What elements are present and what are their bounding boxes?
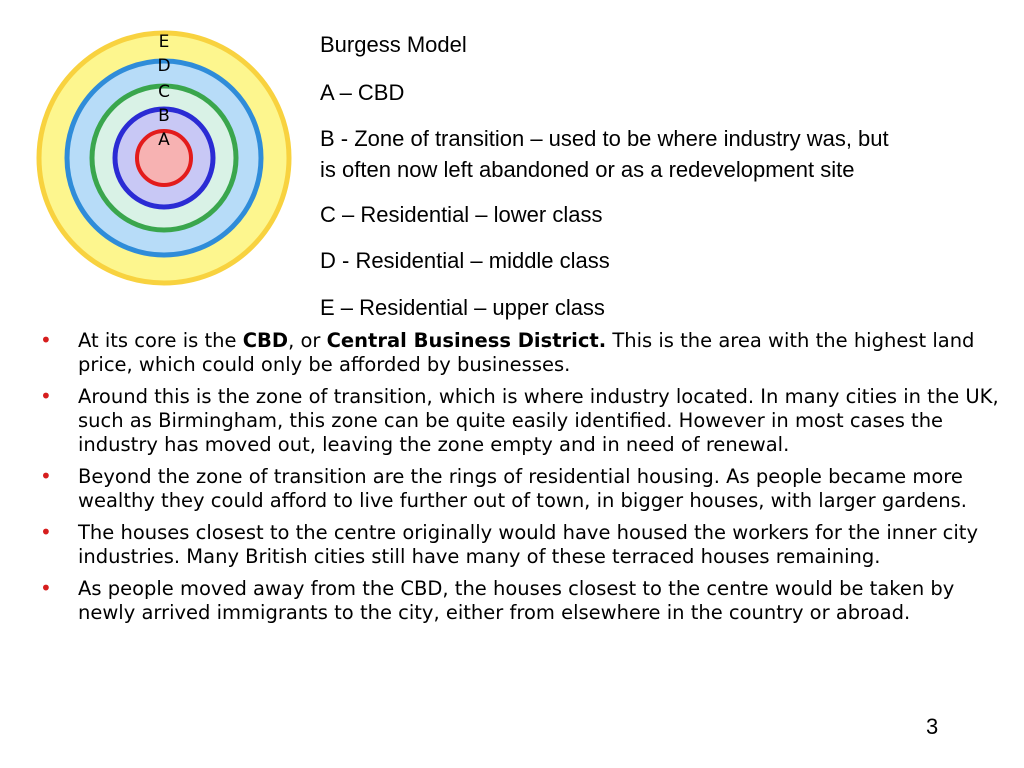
bullet-text: Beyond the zone of transition are the rings of residential housing. As people became more wealthy they could afford to live further out of town, in bigger houses, with larger gardens. <box>78 465 967 512</box>
bullet-marker: • <box>40 464 52 488</box>
bullet-list <box>40 329 1000 633</box>
legend-d: D - Residential – middle class <box>320 248 610 273</box>
legend-c: C – Residential – lower class <box>320 202 603 227</box>
zone-b-label: B <box>158 106 170 126</box>
legend-b-line2: is often now left abandoned or as a redevelopment site <box>320 157 855 182</box>
bullet-marker: • <box>40 384 52 408</box>
bullet-item <box>40 465 1000 513</box>
bullet-text: At its core is the CBD, or Central Business District. This is the area with the highest land price, which could only be afforded by businesses. <box>78 329 975 376</box>
zone-a-label: A <box>158 130 170 150</box>
page-number: 3 <box>926 714 939 739</box>
bullet-text: As people moved away from the CBD, the houses closest to the centre would be taken by newly arrived immigrants to the city, either from elsewhere in the country or abroad. <box>78 577 955 624</box>
cbd-full-term: Central Business District. <box>326 329 607 352</box>
bullet-item <box>40 577 1000 625</box>
bullet-marker: • <box>40 328 52 352</box>
bullet-marker: • <box>40 520 52 544</box>
bullet-item <box>40 385 1000 457</box>
legend-title: Burgess Model <box>320 32 467 57</box>
legend-a: A – CBD <box>320 80 405 105</box>
bullet-item <box>40 521 1000 569</box>
legend-b-line1: B - Zone of transition – used to be where industry was, but <box>320 126 889 151</box>
zone-e-label: E <box>158 32 170 52</box>
zone-c-label: C <box>158 82 170 102</box>
bullet-text: The houses closest to the centre originally would have housed the workers for the inner city industries. Many British cities still have many of these terraced houses remaining. <box>78 521 978 568</box>
bullet-text: Around this is the zone of transition, which is where industry located. In many cities in the UK, such as Birmingham, this zone can be quite easily identified. However in most cases the industry has moved out, leaving the zone empty and in need of renewal. <box>78 385 999 456</box>
burgess-model-diagram <box>36 30 292 286</box>
bullet-marker: • <box>40 576 52 600</box>
bullet-item <box>40 329 1000 377</box>
legend-e: E – Residential – upper class <box>320 295 605 320</box>
zone-d-label: D <box>157 56 171 76</box>
cbd-term: CBD <box>242 329 289 352</box>
